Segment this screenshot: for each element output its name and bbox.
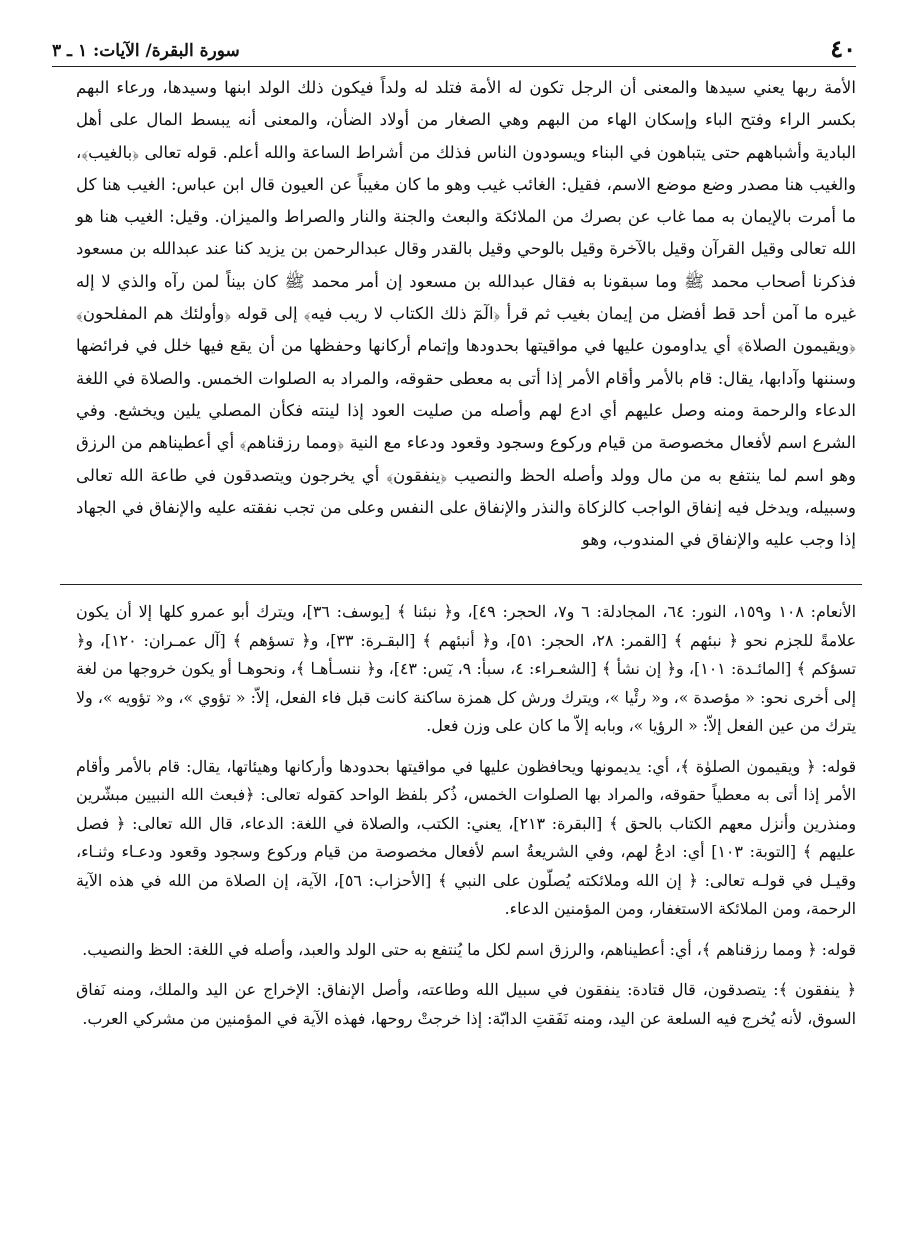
- footnote-paragraph: ﴿ ينفقون ﴾: يتصدقون، قال قتادة: ينفقون في سبيل الله وطاعته، وأصل الإنفاق: الإخراج عن اليد والملك، ومنه نَفاق السوق، لأنه يُخرج فيه السلعة عن اليد، ومنه نَفَقتِ الدابّة: إذا خرجتْ روحها، فهذه الآية في المؤمنين من مشركي العرب.: [76, 980, 856, 1028]
- footnote-paragraph: الأنعام: ١٠٨ و١٥٩، النور: ٦٤، المجادلة: ٦ و٧، الحجر: ٤٩]، و﴿ نبئنا ﴾ [يوسف: ٣٦]، ويترك أبو عمرو كلها إلا أن يكون علامةً للجزم نحو ﴿ نبئهم ﴾ [القمر: ٢٨، الحجر: ٥١]، و﴿ أنبئهم ﴾ [البقـرة: ٣٣]، و﴿ تسؤهم ﴾ [آل عمـران: ١٢٠]، و﴿ تسؤكم ﴾ [المائـدة: ١٠١]، و﴿ إن نشأ ﴾ [الشعـراء: ٤، سبأ: ٩، يٓس: ٤٣]، و﴿ ننسـأهـا ﴾، ونحوهـا أو يكون خروجها من لغة إلى أخرى نحو: « مؤصدة »، و« رئْيا »، ويترك ورش كل همزة ساكنة كانت قبل فاء الفعل، إلاّ: « تؤوي »، و« تؤويه »، ولا يترك من عين الفعل إلاّ: « الرؤيا »، وبابه إلاّ ما كان على وزن فعل.: [76, 602, 857, 735]
- page-number: ٤٠: [830, 34, 856, 63]
- running-title: سورة البقرة/ الآيات: ١ ـ ٣: [52, 41, 240, 61]
- footnotes: [76, 598, 856, 1033]
- page-header: [52, 28, 856, 67]
- main-commentary-text: الأمة ربها يعني سيدها والمعنى أن الرجل تكون له الأمة فتلد له ولداً فيكون ذلك الولد ابنها وسيدها، ورعاء البهم بكسر الراء وفتح الباء وإسكان الهاء من البهم وهي الصغار من أولاد الضأن، والمعنى أنه يبسط المال على أهل البادية وأشباههم حتى يتباهون في البناء ويسودون الناس فذلك من أشراط الساعة والله أعلم. قوله تعالى ﴿بالغيب﴾، والغيب هنا مصدر وضع موضع الاسم، فقيل: الغائب غيب وهو ما كان مغيباً عن العيون قال ابن عباس: الغيب هنا كل ما أمرت بالإيمان به مما غاب عن بصرك من الملائكة والبعث والجنة والنار والصراط والميزان. وقيل: الغيب هنا هو الله تعالى وقيل القرآن وقيل بالآخرة وقيل بالوحي وقيل بالقدر وقال عبدالرحمن بن يزيد كنا عند عبدالله بن مسعود فذكرنا أصحاب محمد ﷺ وما سبقونا به فقال عبدالله بن مسعود إن أمر محمد ﷺ كان بيناً لمن رآه والذي لا إله غيره ما آمن أحد قط أفضل من إيمان بغيب ثم قرأ ﴿الٓمٓ ذلك الكتاب لا ريب فيه﴾ إلى قوله ﴿وأولئك هم المفلحون﴾ ﴿ويقيمون الصلاة﴾ أي يداومون عليها في مواقيتها بحدودها وإتمام أركانها وحفظها من أن يقع فيها خلل في فرائضها وسننها وآدابها، يقال: قام بالأمر وأقام الأمر إذا أتى به معطى حقوقه، والمراد به الصلوات الخمس. والصلاة في اللغة الدعاء والرحمة ومنه وصل عليهم أي ادع لهم وأصله من صليت العود إذا لينته فكأن المصلي يلين ويخشع. وفي الشرع اسم لأفعال مخصوصة من قيام وركوع وسجود وقعود ودعاء مع النية ﴿ومما رزقناهم﴾ أي أعطيناهم من الرزق وهو اسم لما ينتفع به من مال وولد وأصله الحظ والنصيب ﴿ينفقون﴾ أي يخرجون ويتصدقون في طاعة الله تعالى وسبيله، ويدخل فيه إنفاق الواجب كالزكاة والنذر والإنفاق على النفس وعلى من تجب نفقته عليه والإنفاق في الجهاد إذا وجب عليه والإنفاق في المندوب، وهو: [76, 78, 857, 550]
- footnote-paragraph: قوله: ﴿ ويقيمون الصلوٰة ﴾، أي: يديمونها ويحافظون عليها في مواقيتها بحدودها وأركانها وهيئاتها، يقال: قام بالأمر وأقام الأمر إذا أتى به معطياً حقوقه، والمراد بها الصلوات الخمس، ذُكر بلفظ الواحد كقوله تعالى: ﴿فبعث الله النبيين مبشّرين ومنذرين وأنزل معهم الكتاب بالحق ﴾ [البقرة: ٢١٣]، يعني: الكتب، والصلاة في اللغة: الدعاء، قال الله تعالى: ﴿ فصل عليهم ﴾ [التوبة: ١٠٣] أي: ادعُ لهم، وفي الشريعةُ اسم لأفعال مخصوصة من قيام وركوع وسجود وقعود ودعـاء وثنـاء، وقيـل في قولـه تعالى: ﴿ إن الله وملائكته يُصلّون على النبي ﴾ [الأحزاب: ٥٦]، الآية، إن الصلاة من الله في هذه الآية الرحمة، ومن الملائكة الاستغفار، ومن المؤمنين الدعاء.: [76, 756, 857, 918]
- footnote-paragraph: قوله: ﴿ ومما رزقناهم ﴾، أي: أعطيناهم، والرزق اسم لكل ما يُنتفع به حتى الولد والعبد، وأصله في اللغة: الحظ والنصيب.: [82, 939, 856, 959]
- footnote-divider: [60, 584, 862, 585]
